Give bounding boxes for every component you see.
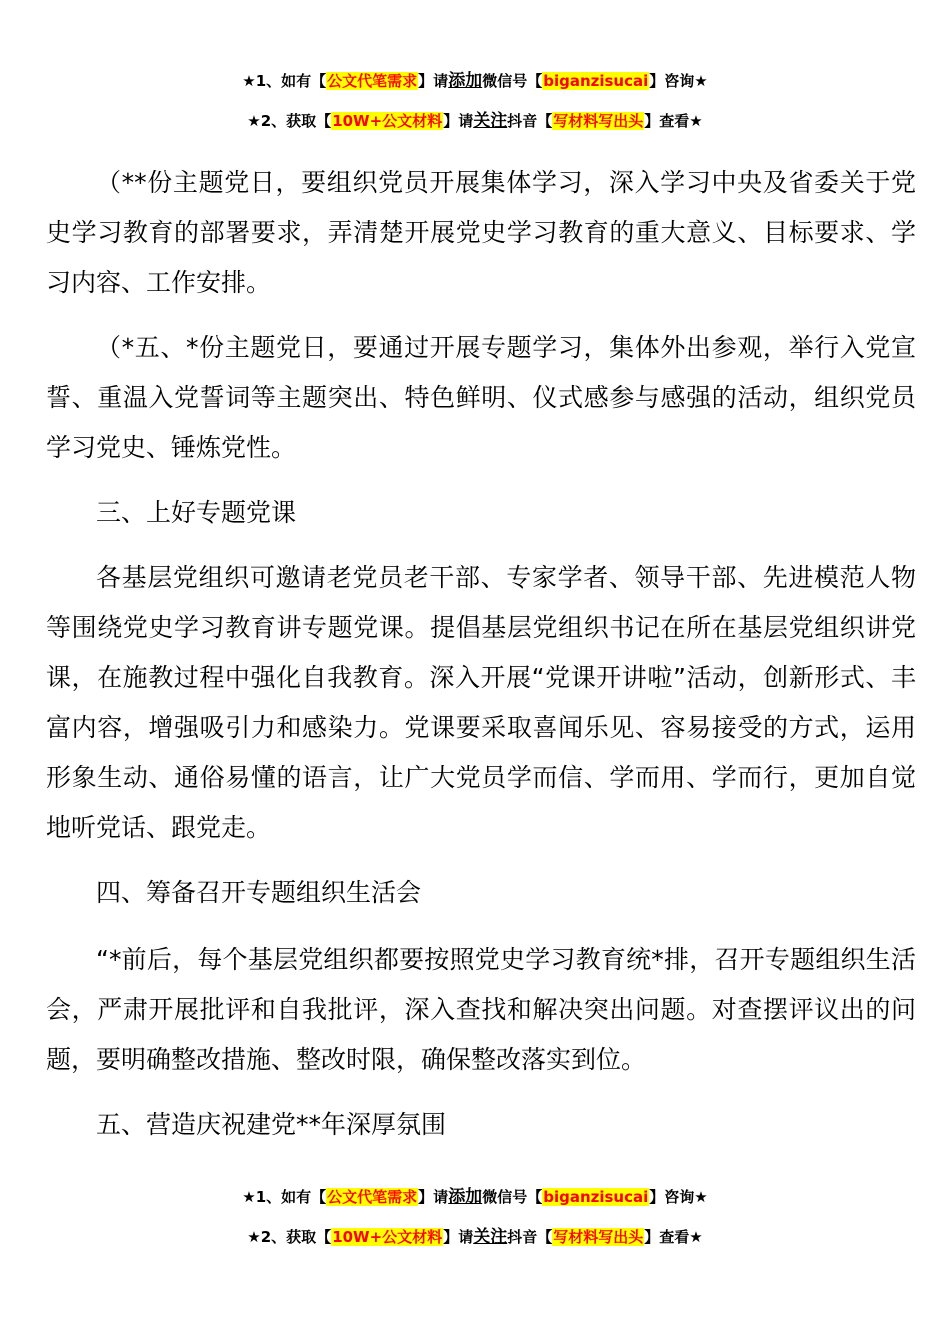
banner-text: ★1、如有【	[242, 72, 327, 90]
footer-banner-line-2	[0, 1226, 950, 1248]
banner-highlight: 公文代笔需求	[327, 72, 418, 90]
banner-text: ★2、获取【	[247, 1228, 332, 1246]
banner-text: 】咨询★	[649, 72, 708, 90]
header-banner-line-2	[0, 110, 950, 132]
body-paragraph-3: 各基层党组织可邀请老党员老干部、专家学者、领导干部、先进模范人物等围绕党史学习教育讲专题党课。提倡基层党组织书记在所在基层党组织讲党课，在施教过程中强化自我教育。深入开展“党课开讲啦”活动，创新形式、丰富内容，增强吸引力和感染力。党课要采取喜闻乐见、容易接受的方式，运用形象生动、通俗易懂的语言，让广大党员学而信、学而用、学而行，更加自觉地听党话、跟党走。	[46, 563, 916, 842]
banner-text: 】请	[443, 1228, 474, 1246]
section-heading-3: 三、上好专题党课	[96, 498, 297, 527]
banner-text: ★1、如有【	[242, 1188, 327, 1206]
banner-highlight: 写材料写出头	[553, 112, 644, 130]
banner-highlight: 写材料写出头	[553, 1228, 644, 1246]
header-banner-line-1	[0, 70, 950, 92]
footer-banner-line-1	[0, 1186, 950, 1208]
banner-text: 】请	[443, 112, 474, 130]
body-paragraph-1: （**份主题党日，要组织党员开展集体学习，深入学习中央及省委关于党史学习教育的部署要求，弄清楚开展党史学习教育的重大意义、目标要求、学习内容、工作安排。	[46, 168, 916, 297]
banner-highlight: biganzisucai	[543, 72, 649, 90]
body-paragraph-4: “*前后，每个基层党组织都要按照党史学习教育统*排，召开专题组织生活会，严肃开展批评和自我批评，深入查找和解决突出问题。对查摆评议出的问题，要明确整改措施、整改时限，确保整改落实到位。	[46, 945, 916, 1074]
banner-underline: 关注	[473, 111, 508, 131]
section-heading-4: 四、筹备召开专题组织生活会	[96, 878, 422, 907]
banner-highlight: 10W+公文材料	[332, 1228, 443, 1246]
banner-text: 】咨询★	[649, 1188, 708, 1206]
banner-underline: 添加	[448, 71, 483, 91]
banner-text: 】查看★	[644, 1228, 703, 1246]
banner-text: 抖音【	[507, 112, 553, 130]
banner-text: 】请	[418, 1188, 449, 1206]
banner-text: ★2、获取【	[247, 112, 332, 130]
banner-text: 微信号【	[482, 72, 543, 90]
banner-text: 抖音【	[507, 1228, 553, 1246]
banner-underline: 关注	[473, 1227, 508, 1247]
banner-text: 】查看★	[644, 112, 703, 130]
banner-highlight: 公文代笔需求	[327, 1188, 418, 1206]
banner-highlight: biganzisucai	[543, 1188, 649, 1206]
banner-text: 微信号【	[482, 1188, 543, 1206]
body-paragraph-2: （*五、*份主题党日，要通过开展专题学习，集体外出参观，举行入党宣誓、重温入党誓词等主题突出、特色鲜明、仪式感参与感强的活动，组织党员学习党史、锤炼党性。	[46, 333, 916, 462]
section-heading-5: 五、营造庆祝建党**年深厚氛围	[96, 1110, 447, 1139]
banner-highlight: 10W+公文材料	[332, 112, 443, 130]
banner-text: 】请	[418, 72, 449, 90]
banner-underline: 添加	[448, 1187, 483, 1207]
